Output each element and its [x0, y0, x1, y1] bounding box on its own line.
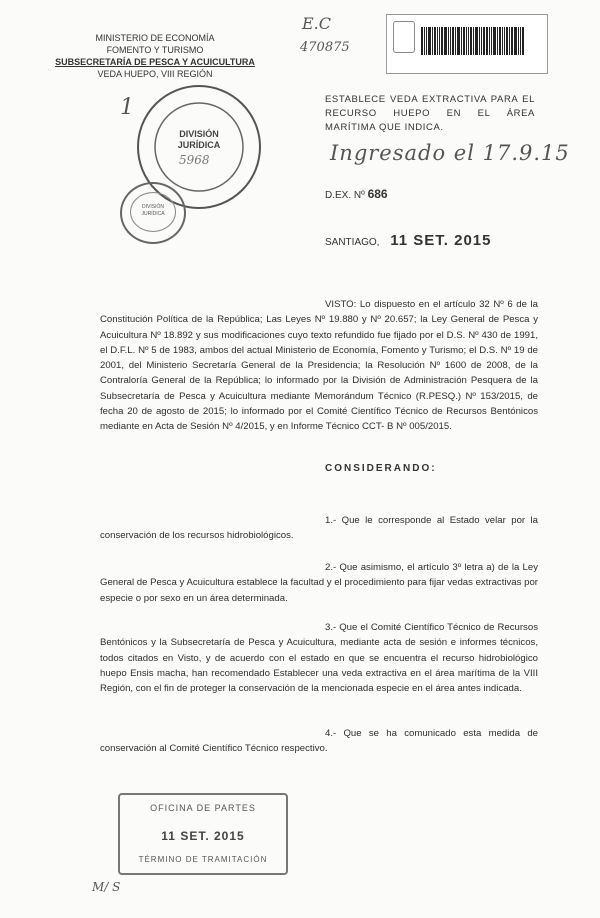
barcode-icon	[421, 27, 524, 55]
stamp-handwritten-number: 5968	[179, 153, 210, 167]
decree-number	[325, 187, 388, 201]
bottom-handwritten-mark: M/ S	[92, 880, 121, 894]
small-stamp-text: DIVISIÓN JURÍDICA	[141, 204, 165, 217]
handwritten-code: E.C	[302, 14, 332, 33]
oficina-partes-date: 11 SET. 2015	[161, 829, 245, 843]
page-mark: 1	[120, 95, 134, 120]
considerando-4: 4.- Que se ha comunicado esta medida de conservación al Comité Científico Técnico respectivo.	[100, 728, 538, 755]
subsecretaria-name: SUBSECRETARÍA DE PESCA Y ACUICULTURA	[55, 57, 255, 67]
stamp-juridica: JURÍDICA	[177, 140, 221, 150]
considerando-1: 1.- Que le corresponde al Estado velar por la conservación de los recursos hidrobiológicos.	[100, 515, 538, 542]
oficina-partes-stamp	[118, 793, 288, 875]
decree-value: 686	[367, 187, 388, 201]
date-value: 11 SET. 2015	[390, 232, 492, 249]
ministry-name-2: FOMENTO Y TURISMO	[106, 45, 204, 55]
barcode-label	[386, 14, 548, 74]
date-city: SANTIAGO,	[325, 237, 380, 248]
stamp-division: DIVISIÓN	[179, 129, 219, 139]
letterhead	[50, 32, 260, 80]
small-round-stamp	[120, 182, 186, 244]
considerando-heading: CONSIDERANDO:	[325, 463, 437, 474]
ministry-name: MINISTERIO DE ECONOMÍA	[95, 33, 215, 43]
termino-tramitacion: TÉRMINO DE TRAMITACIÓN	[138, 855, 268, 864]
considerando-3: 3.- Que el Comité Científico Técnico de Recursos Bentónicos y la Subsecretaría de Pesca y Acuicultura, mediante acta de sesión e informes técnicos, todos citados en Visto, y de acuerdo con el estado en que se encuentra el recurso hidrobiológico huepo Ensis macha, han recomendado Establecer una veda extractiva en el área marítima de la VIII Región, con el fin de proteger la conservación de la mencionada especie en el área antes indicada.	[100, 622, 538, 695]
veda-subtitle: VEDA HUEPO, VIII REGIÓN	[97, 69, 213, 79]
document-title: ESTABLECE VEDA EXTRACTIVA PARA EL RECURSO HUEPO EN EL ÁREA MARÍTIMA QUE INDICA.	[325, 94, 535, 133]
decree-label: D.EX. Nº	[325, 190, 365, 201]
decree-date	[325, 232, 491, 249]
handwritten-received-date: Ingresado el 17.9.15	[330, 141, 570, 165]
considerando-2: 2.- Que asimismo, el artículo 3º letra a) de la Ley General de Pesca y Acuicultura establece la facultad y el procedimiento para fijar vedas extractivas por especie o por sexo en un área determinada.	[100, 562, 538, 604]
handwritten-number: 470875	[300, 40, 350, 55]
crest-icon	[393, 21, 415, 53]
visto-paragraph: VISTO: Lo dispuesto en el artículo 32 Nº 6 de la Constitución Política de la República; Las Leyes Nº 19.880 y Nº 20.657; la Ley General de Pesca y Acuicultura Nº 18.892 y sus modificaciones cuyo texto refundido fue fijado por el D.S. Nº 430 de 1991, el D.F.L. Nº 5 de 1983, ambos del actual Ministerio de Economía, Fomento y Turismo; el D.S. Nº 19 de 2001, del Ministerio Secretaría General de la Presidencia; la Resolución Nº 1600 de 2008, de la Contraloría General de la República; lo informado por la División de Administración Pesquera de la Subsecretaría de Pesca y Acuicultura mediante Memorándum Técnico (R.PESQ.) Nº 153/2015, de fecha 20 de agosto de 2015; lo informado por el Comité Científico Técnico de Recursos Bentónicos mediante en Acta de Sesión Nº 4/2015, y en Informe Técnico CCT- B Nº 005/2015.	[100, 299, 538, 433]
oficina-partes-label: OFICINA DE PARTES	[150, 803, 256, 813]
